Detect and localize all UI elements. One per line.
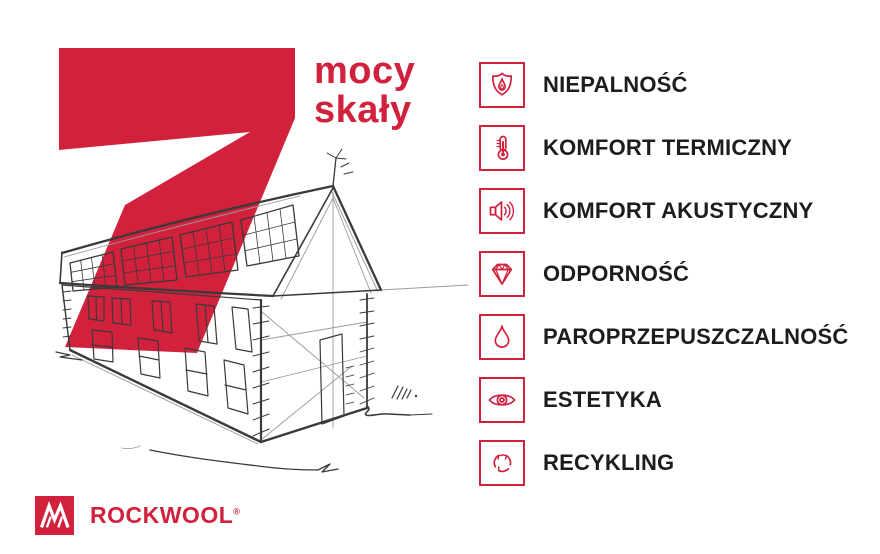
feature-label: ODPORNOŚĆ xyxy=(543,261,690,286)
brand-logo xyxy=(35,496,240,535)
registered-trademark: ® xyxy=(233,506,241,517)
droplet-icon xyxy=(479,314,525,360)
feature-label: PAROPRZEPUSZCZALNOŚĆ xyxy=(543,324,849,349)
feature-label: RECYKLING xyxy=(543,450,675,475)
speaker-icon xyxy=(479,188,525,234)
feature-label: KOMFORT AKUSTYCZNY xyxy=(543,198,814,223)
brand-name: ROCKWOOL xyxy=(90,502,234,528)
flame-shield-icon xyxy=(479,62,525,108)
feature-row-durability xyxy=(479,251,849,297)
feature-row-fire-resistance xyxy=(479,62,849,108)
double-peak-icon xyxy=(35,496,74,535)
house-sketch xyxy=(40,140,480,512)
thermometer-icon xyxy=(479,125,525,171)
features-list xyxy=(479,62,849,486)
eye-icon xyxy=(479,377,525,423)
feature-row-vapor-permeability xyxy=(479,314,849,360)
feature-label: ESTETYKA xyxy=(543,387,662,412)
feature-row-acoustic-comfort xyxy=(479,188,849,234)
feature-row-recycling xyxy=(479,440,849,486)
feature-row-thermal-comfort xyxy=(479,125,849,171)
headline-line-1: mocy xyxy=(314,50,416,92)
diamond-icon xyxy=(479,251,525,297)
feature-row-aesthetics xyxy=(479,377,849,423)
feature-label: NIEPALNOŚĆ xyxy=(543,72,688,97)
headline-line-2: skały xyxy=(314,89,412,131)
headline xyxy=(314,52,415,130)
rockwool-logo-mark xyxy=(35,496,74,535)
brand-wordmark xyxy=(90,502,240,529)
feature-label: KOMFORT TERMICZNY xyxy=(543,135,793,160)
recycle-icon xyxy=(479,440,525,486)
